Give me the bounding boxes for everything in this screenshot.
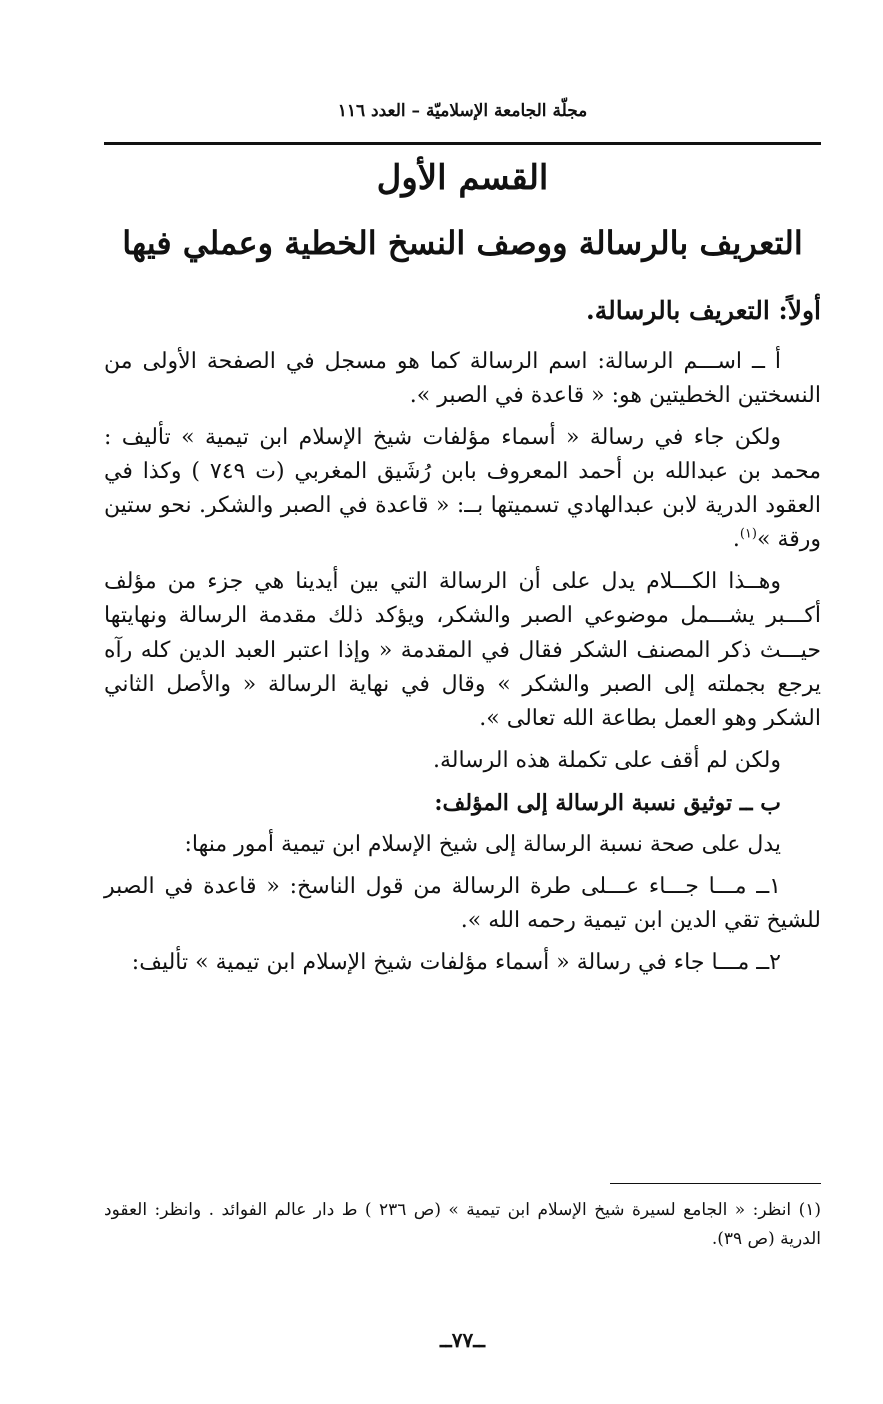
- paragraph-alternate-title: [104, 421, 821, 557]
- paragraph-alternate-title-text: ولكن جاء في رسالة « أسماء مؤلفات شيخ الإسلام ابن تيمية » تأليف : محمد بن عبدالله بن أحمد المعروف بابن رُشَيق المغربي (ت ٧٤٩ ) وكذا في العقود الدرية لابن عبدالهادي تسميتها بــ: « قاعدة في الصبر والشكر. نحو ستين ورقة »: [104, 424, 821, 553]
- paragraph-attribution-intro: يدل على صحة نسبة الرسالة إلى شيخ الإسلام ابن تيمية أمور منها:: [184, 831, 781, 857]
- footnote: (١) انظر: « الجامع لسيرة شيخ الإسلام ابن تيمية » (ص ٢٣٦ ) ط دار عالم الفوائد . وانظر: العقود الدرية (ص ٣٩).: [104, 1200, 821, 1249]
- list-item-2: ٢ــ مـــا جاء في رسالة « أسماء مؤلفات شيخ الإسلام ابن تيمية » تأليف:: [131, 950, 781, 976]
- paragraph-alternate-title-end: .: [732, 527, 740, 553]
- running-header: مجلّة الجامعة الإسلاميّة – العدد ١١٦: [337, 101, 588, 121]
- list-item-1: ١ــ مـــا جـــاء عـــلى طرة الرسالة من قول الناسخ: « قاعدة في الصبر للشيخ تقي الدين ابن تيمية رحمه الله ».: [104, 874, 821, 934]
- header-rule: [104, 142, 821, 145]
- paragraph-larger-work: وهــذا الكـــلام يدل على أن الرسالة التي بين أيدينا هي جزء من مؤلف أكـــبر يشـــمل موضوعي الصبر والشكر، ويؤكد ذلك مقدمة الرسالة ونهايتها حيـــث ذكر المصنف الشكر فقال في المقدمة « وإذا اعتبر العبد الدين كله رآه يرجع بجملته إلى الصبر والشكر » وقال في نهاية الرسالة « والأصل الثاني الشكر وهو العمل بطاعة الله تعالى ».: [104, 569, 821, 731]
- subheading-attribution: ب ــ توثيق نسبة الرسالة إلى المؤلف:: [434, 789, 781, 816]
- page-number: ــ٧٧ــ: [440, 1328, 485, 1352]
- section-subtitle: التعريف بالرسالة ووصف النسخ الخطية وعملي فيها: [122, 224, 803, 262]
- footnote-rule: [610, 1183, 821, 1184]
- section-title: القسم الأول: [376, 158, 549, 198]
- paragraph-completion: ولكن لم أقف على تكملة هذه الرسالة.: [432, 747, 781, 773]
- body-heading: أولاً: التعريف بالرسالة.: [586, 296, 821, 325]
- footnote-marker: (١): [739, 526, 757, 542]
- body-text: [104, 292, 821, 988]
- paragraph-name-of-treatise: أ ــ اســـم الرسالة: اسم الرسالة كما هو مسجل في الصفحة الأولى من النسختين الخطيتين هو: « قاعدة في الصبر ».: [104, 348, 821, 408]
